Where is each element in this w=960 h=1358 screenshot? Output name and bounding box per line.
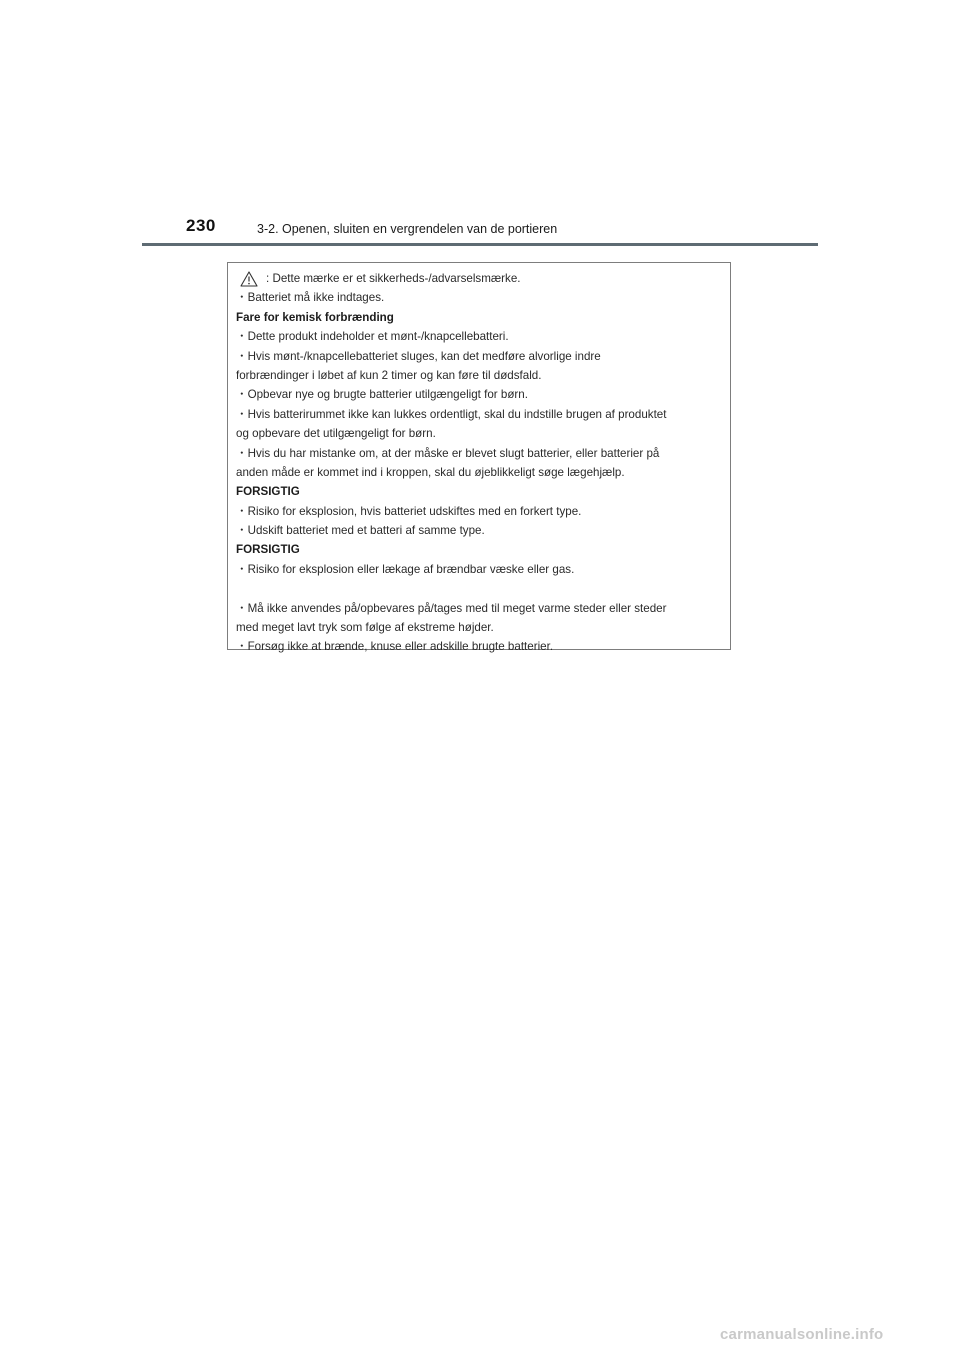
- label-line: anden måde er kommet ind i kroppen, skal du øjeblikkeligt søge lægehjælp.: [236, 465, 625, 479]
- label-heading: FORSIGTIG: [236, 543, 300, 557]
- label-heading: FORSIGTIG: [236, 485, 300, 499]
- warning-triangle-icon: [240, 271, 258, 287]
- label-line: ・Forsøg ikke at brænde, knuse eller adskille brugte batterier.: [236, 640, 554, 654]
- label-line: med meget lavt tryk som følge af ekstreme højder.: [236, 621, 494, 635]
- battery-warning-label: [227, 262, 731, 654]
- label-line: forbrændinger i løbet af kun 2 timer og kan føre til dødsfald.: [236, 368, 542, 382]
- label-heading: Fare for kemisk forbrænding: [236, 310, 394, 324]
- label-line: ・Risiko for eksplosion, hvis batteriet udskiftes med en forkert type.: [236, 504, 582, 518]
- warning-symbol-line: [236, 269, 724, 288]
- label-line: ・Risiko for eksplosion eller lækage af brændbar væske eller gas.: [236, 562, 575, 576]
- label-gap: [236, 579, 724, 598]
- label-line: ・Batteriet må ikke indtages.: [236, 291, 385, 305]
- page-number: 230: [186, 216, 216, 235]
- label-line: ・Udskift batteriet med et batteri af samme type.: [236, 524, 485, 538]
- label-line: ・Hvis du har mistanke om, at der måske er blevet slugt batterier, eller batterier på: [236, 446, 660, 460]
- label-line: ・Hvis mønt-/knapcellebatteriet sluges, kan det medføre alvorlige indre: [236, 349, 601, 363]
- label-line: ・Må ikke anvendes på/opbevares på/tages med til meget varme steder eller steder: [236, 601, 667, 615]
- section-title: 3-2. Openen, sluiten en vergrendelen van de portieren: [257, 222, 558, 236]
- warning-symbol-text: : Dette mærke er et sikkerheds-/advarselsmærke.: [266, 272, 521, 285]
- label-text: [236, 269, 724, 657]
- header-rule: [142, 243, 818, 246]
- label-line: ・Hvis batterirummet ikke kan lukkes ordentligt, skal du indstille brugen af produktet: [236, 407, 667, 421]
- watermark: carmanualsonline.info: [720, 1326, 884, 1343]
- label-line: ・Opbevar nye og brugte batterier utilgængeligt for børn.: [236, 388, 528, 402]
- label-line: og opbevare det utilgængeligt for børn.: [236, 427, 436, 441]
- label-line: ・Dette produkt indeholder et mønt-/knapcellebatteri.: [236, 330, 509, 344]
